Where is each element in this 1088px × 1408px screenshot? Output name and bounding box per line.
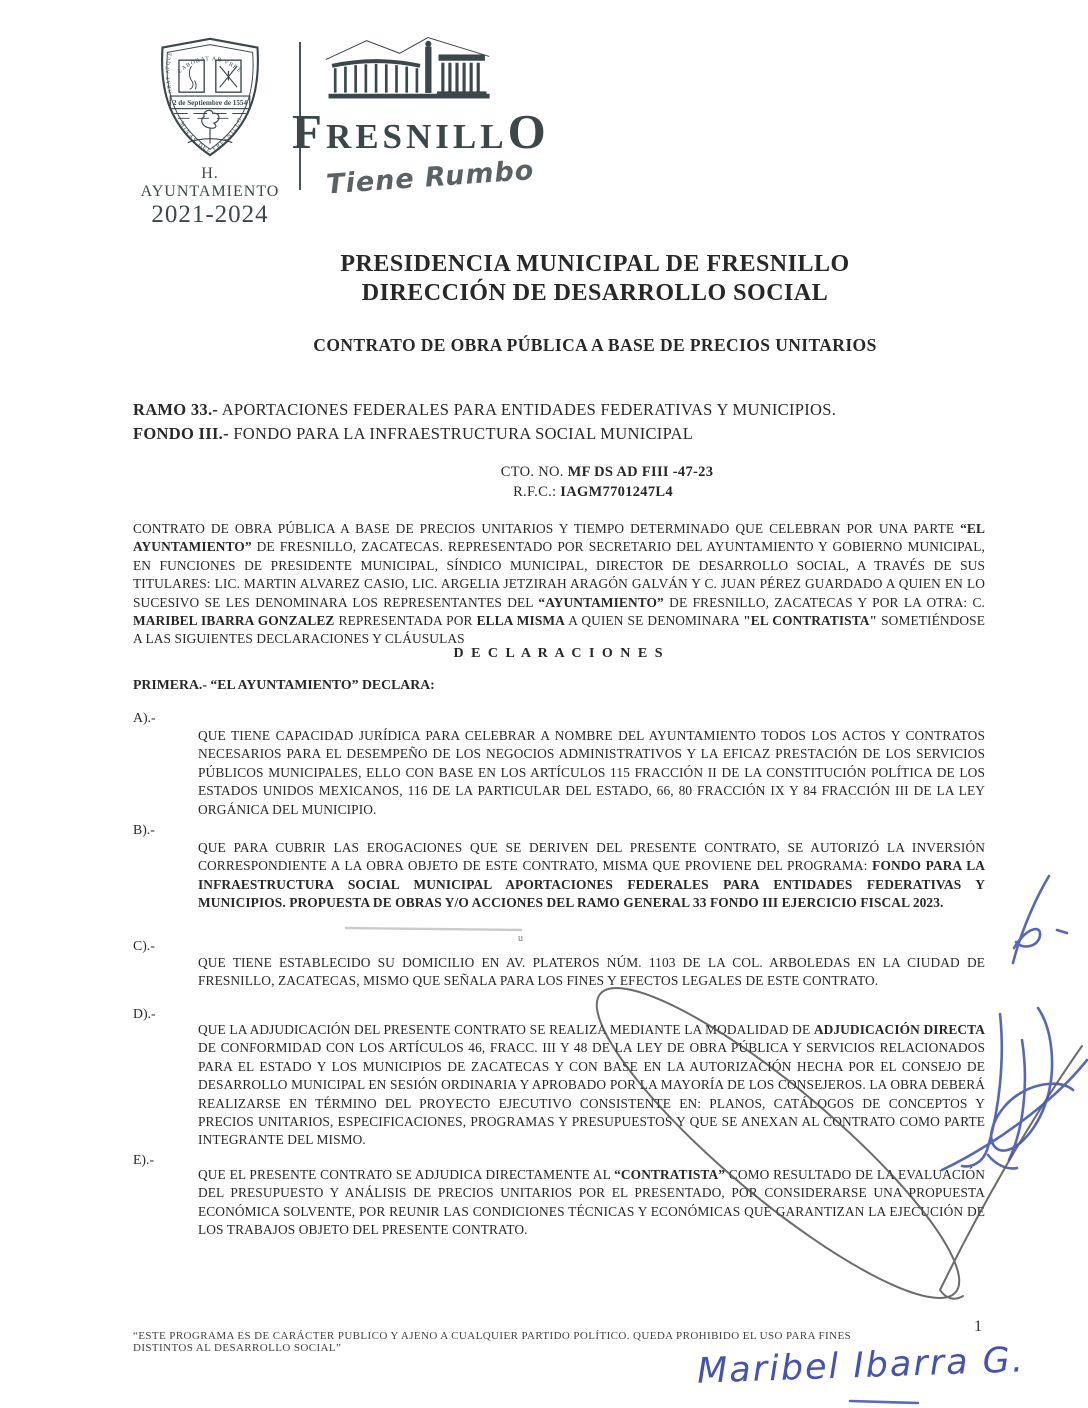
seal-banner-text: 2 de Septiembre de 1554 bbox=[172, 99, 248, 108]
rfc-line: R.F.C.: IAGM7701247L4 bbox=[513, 484, 673, 500]
brand-wordmark bbox=[292, 104, 550, 159]
signature-underline bbox=[850, 1401, 918, 1403]
seal-arc-left-text: ORAT ATQUE bbox=[165, 50, 175, 94]
wordmark-initial: F bbox=[292, 104, 326, 159]
seal-crest-icon bbox=[130, 34, 290, 160]
contract-subtitle: CONTRATO DE OBRA PÚBLICA A BASE DE PRECIOS UNITARIOS bbox=[313, 335, 877, 355]
title-line2: DIRECCIÓN DE DESARROLLO SOCIAL bbox=[361, 280, 829, 306]
wordmark-middle: RESNILL bbox=[325, 117, 508, 156]
item-e-label: E).- bbox=[133, 1152, 155, 1167]
item-a-label: A).- bbox=[133, 710, 156, 725]
fondo-line: FONDO III.- FONDO PARA LA INFRAESTRUCTURA SOCIAL MUNICIPAL bbox=[133, 424, 694, 443]
ramo-line: RAMO 33.- APORTACIONES FEDERALES PARA ENTIDADES FEDERATIVAS Y MUNICIPIOS. bbox=[133, 400, 837, 419]
item-c-label: C).- bbox=[133, 938, 155, 953]
blue-scribble-stroke2 bbox=[1009, 1040, 1025, 1160]
brand-tagline: Tiene Rumbo bbox=[325, 155, 536, 201]
primera-heading: PRIMERA.- “EL AYUNTAMIENTO” DECLARA: bbox=[133, 677, 435, 692]
declaraciones-heading: D E C L A R A C I O N E S bbox=[453, 646, 665, 661]
blue-scribble-tail bbox=[988, 1155, 1017, 1168]
blue-check-dash bbox=[1057, 930, 1067, 933]
item-a-paragraph: QUE TIENE CAPACIDAD JURÍDICA PARA CELEBRAR A NOMBRE DEL AYUNTAMIENTO TODOS LOS ACTOS Y CONTRATOS NECESARIOS PARA EL DESEMPEÑO DE LOS NEGOCIOS ADMINISTRATIVOS Y LA EFICAZ PRESTACIÓN DE LOS SERVICIOS PÚBLICOS MUNICIPALES, ELLO CON BASE EN LOS ARTÍCULOS 115 FRACCIÓN II DE LA CONSTITUCIÓN POLÍTICA DE LOS ESTADOS UNIDOS MEXICANOS, 116 DE LA PARTICULAR DEL ESTADO, 66, 80 FRACCIÓN IX Y 84 FRACCIÓN III DE LA LEY ORGÁNICA DEL MUNICIPIO. bbox=[198, 728, 985, 817]
handwritten-signature: Maribel Ibarra G. bbox=[696, 1340, 1026, 1392]
seal-org-label: H. AYUNTAMIENTO bbox=[140, 165, 280, 200]
contract-number-line: CTO. NO. MF DS AD FIII -47-23 bbox=[500, 464, 714, 480]
brand-logo bbox=[292, 36, 550, 201]
svg-text:ORAT ATQUE bbox=[165, 51, 174, 94]
scan-smudge-line bbox=[345, 928, 522, 930]
intro-paragraph: CONTRATO DE OBRA PÚBLICA A BASE DE PRECIOS UNITARIOS Y TIEMPO DETERMINADO QUE CELEBRAN POR UNA PARTE “EL AYUNTAMIENTO” DE FRESNILLO, ZACATECAS. REPRESENTADO POR SECRETARIO DEL AYUNTAMIENTO Y GOBIERNO MUNICIPAL, EN FUNCIONES DE PRESIDENTE MUNICIPAL, SÍNDICO MUNICIPAL, DIRECTOR DE DESARROLLO SOCIAL, A TRAVÉS DE SUS TITULARES: LIC. MARTIN ALVAREZ CASIO, LIC. ARGELIA JETZIRAH ARAGÓN GALVÁN Y C. JUAN PÉREZ GUARDADO A QUIEN EN LO SUCESIVO SE LES DENOMINARA LOS REPRESENTANTES DEL “AYUNTAMIENTO” DE FRESNILLO, ZACATECAS Y POR LA OTRA: C. MARIBEL IBARRA GONZALEZ REPRESENTADA POR ELLA MISMA A QUIEN SE DENOMINARA "EL CONTRATISTA" SOMETIÉNDOSE A LAS SIGUIENTES DECLARACIONES Y CLÁUSULAS bbox=[133, 521, 985, 647]
blue-check-loop bbox=[1014, 929, 1040, 948]
stray-mark: u bbox=[518, 933, 523, 944]
monument-icon bbox=[320, 36, 495, 102]
blue-scribble-loop bbox=[991, 1008, 1073, 1151]
seal-arc-bottom-text: MINAS DEL FRESNILLO bbox=[178, 116, 244, 155]
document-title bbox=[169, 250, 1021, 308]
footer-disclaimer: “ESTE PROGRAMA ES DE CARÁCTER PUBLICO Y AJENO A CUALQUIER PARTIDO POLÍTICO. QUEDA PROHIBIDO EL USO PARA FINES DISTINTOS AL DESARROLLO SOCIAL” bbox=[133, 1330, 852, 1354]
item-c-paragraph: QUE TIENE ESTABLECIDO SU DOMICILIO EN AV. PLATEROS NÚM. 1103 DE LA COL. ARBOLEDAS EN LA CIUDAD DE FRESNILLO, ZACATECAS, MISMO QUE SEÑALA PARA LOS FINES Y EFECTOS LEGALES DE ESTE CONTRATO. bbox=[198, 955, 985, 989]
title-line1: PRESIDENCIA MUNICIPAL DE FRESNILLO bbox=[340, 251, 850, 277]
item-b-label: B).- bbox=[133, 822, 155, 837]
municipal-seal bbox=[130, 34, 290, 229]
item-e-paragraph: QUE EL PRESENTE CONTRATO SE ADJUDICA DIRECTAMENTE AL “CONTRATISTA” COMO RESULTADO DE LA EVALUACIÓN DEL PRESUPUESTO Y ANÁLISIS DE PRECIOS UNITARIOS POR EL PRESENTADO, POR CONSIDERARSE UNA PROPUESTA ECONÓMICA SOLVENTE, POR REUNIR LAS CONDICIONES TÉCNICAS Y ECONÓMICAS QUE GARANTIZAN LA EJECUCIÓN DE LOS TRABAJOS OBJETO DEL PRESENTE CONTRATO. bbox=[198, 1167, 985, 1238]
item-d-paragraph: QUE LA ADJUDICACIÓN DEL PRESENTE CONTRATO SE REALIZA MEDIANTE LA MODALIDAD DE ADJUDICACIÓN DIRECTA DE CONFORMIDAD CON LOS ARTÍCULOS 46, FRACC. III Y 48 DE LA LEY DE OBRA PÚBLICA Y SERVICIOS RELACIONADOS PARA EL ESTADO Y LOS MUNICIPIOS DE ZACATECAS Y CON BASE EN LA AUTORIZACIÓN HECHA POR EL CONSEJO DE DESARROLLO MUNICIPAL EN SESIÓN ORDINARIA Y APROBADO POR LA MAYORÍA DE LOS CONSEJEROS. LA OBRA DEBERÁ REALIZARSE EN TÉRMINO DEL PROYECTO EJECUTIVO CONSISTENTE EN: PLANOS, CATÁLOGOS DE CONCEPTOS Y PRECIOS UNITARIOS, ESPECIFICACIONES, PROGRAMAS Y PRESUPUESTOS Y QUE SE ANEXAN AL CONTRATO COMO PARTE INTEGRANTE DEL MISMO. bbox=[198, 1022, 985, 1148]
blue-check-stroke bbox=[1013, 876, 1049, 963]
wordmark-final: O bbox=[507, 104, 550, 159]
seal-arc-top-text: LABORAT AB VRBE bbox=[177, 56, 243, 75]
item-b-paragraph: QUE PARA CUBRIR LAS EROGACIONES QUE SE DERIVEN DEL PRESENTE CONTRATO, SE AUTORIZÓ LA INVERSIÓN CORRESPONDIENTE A LA OBRA OBJETO DE ESTE CONTRATO, MISMA QUE PROVIENE DEL PROGRAMA: FONDO PARA LA INFRAESTRUCTURA SOCIAL MUNICIPAL APORTACIONES FEDERALES PARA ENTIDADES FEDERATIVAS Y MUNICIPIOS. PROPUESTA DE OBRAS Y/O ACCIONES DEL RAMO GENERAL 33 FONDO III EJERCICIO FISCAL 2023. bbox=[198, 840, 986, 911]
seal-term-label: 2021-2024 bbox=[151, 201, 269, 228]
page-number: 1 bbox=[974, 1318, 982, 1335]
item-d-label: D).- bbox=[133, 1006, 156, 1021]
program-block bbox=[133, 398, 985, 446]
